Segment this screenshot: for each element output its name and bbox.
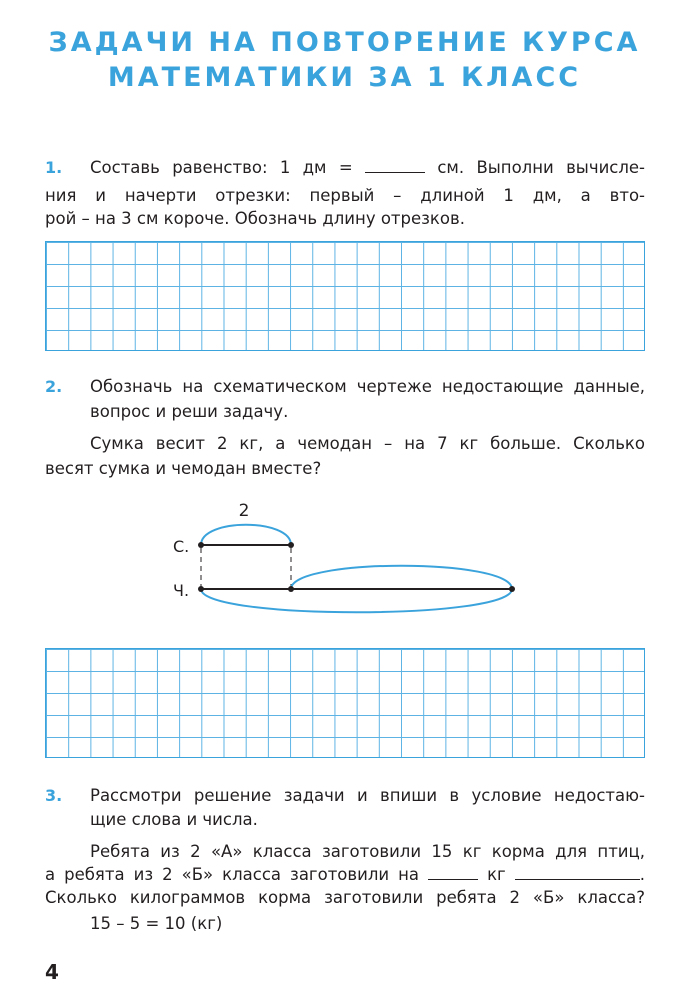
task-1-number: 1.: [45, 158, 63, 177]
task-2-problem-line-1: Сумка весит 2 кг, а чемодан – на 7 кг больше. Сколько: [90, 434, 645, 453]
page-title-line-1: ЗАДАЧИ НА ПОВТОРЕНИЕ КУРСА: [48, 27, 641, 58]
task-2-number: 2.: [45, 377, 63, 396]
task-3-solution: 15 – 5 = 10 (кг): [90, 914, 223, 933]
suitcase-end-point: [509, 586, 515, 592]
task-3-text-b: кг: [487, 865, 506, 884]
task-3-text-c: .: [639, 865, 646, 884]
task-3-line-1: Рассмотри решение задачи и впиши в условие недостаю-: [90, 786, 645, 805]
answer-blank-word[interactable]: [515, 862, 640, 880]
answer-blank-dm[interactable]: [365, 155, 425, 173]
bag-end-point: [288, 542, 294, 548]
task-2-line-2: вопрос и реши задачу.: [90, 402, 289, 421]
suitcase-start-point: [198, 586, 204, 592]
task-2-line-1: Обозначь на схематическом чертеже недостающие данные,: [90, 377, 645, 396]
task-3-line-2: щие слова и числа.: [90, 810, 258, 829]
page-number: 4: [45, 960, 59, 984]
task-3-problem-line-1: Ребята из 2 «А» класса заготовили 15 кг корма для птиц,: [90, 842, 645, 861]
bag-start-point: [198, 542, 204, 548]
task-2-problem-line-2: весят сумка и чемодан вместе?: [45, 459, 322, 478]
task-1-text-a: Составь равенство: 1 дм =: [90, 158, 353, 177]
suitcase-mid-point: [288, 586, 294, 592]
answer-blank-number[interactable]: [428, 862, 478, 880]
bag-arc: [201, 525, 291, 545]
difference-arc: [291, 566, 512, 589]
task-1-line-1: [90, 154, 645, 182]
grid-area-1[interactable]: [45, 241, 645, 351]
task-1-line-2: ния и начерти отрезки: первый – длиной 1 дм, а вто-: [45, 186, 645, 205]
grid-area-2[interactable]: [45, 648, 645, 758]
suitcase-label: Ч.: [173, 581, 190, 600]
bag-label: С.: [173, 537, 190, 556]
page-title-line-2: МАТЕМАТИКИ ЗА 1 КЛАСС: [107, 62, 582, 93]
schematic-diagram: [0, 490, 689, 615]
task-3-text-a: а ребята из 2 «Б» класса заготовили на: [45, 865, 420, 884]
bag-value-label: 2: [238, 501, 250, 521]
task-3-number: 3.: [45, 786, 63, 805]
total-arc: [201, 589, 512, 612]
task-1-text-b: см. Выполни вычисле-: [437, 158, 646, 177]
task-3-blank-word-group: [515, 865, 645, 884]
task-3-problem-line-3: Сколько килограммов корма заготовили ребята 2 «Б» класса?: [45, 888, 645, 907]
task-1-line-3: рой – на 3 см короче. Обозначь длину отрезков.: [45, 209, 465, 228]
